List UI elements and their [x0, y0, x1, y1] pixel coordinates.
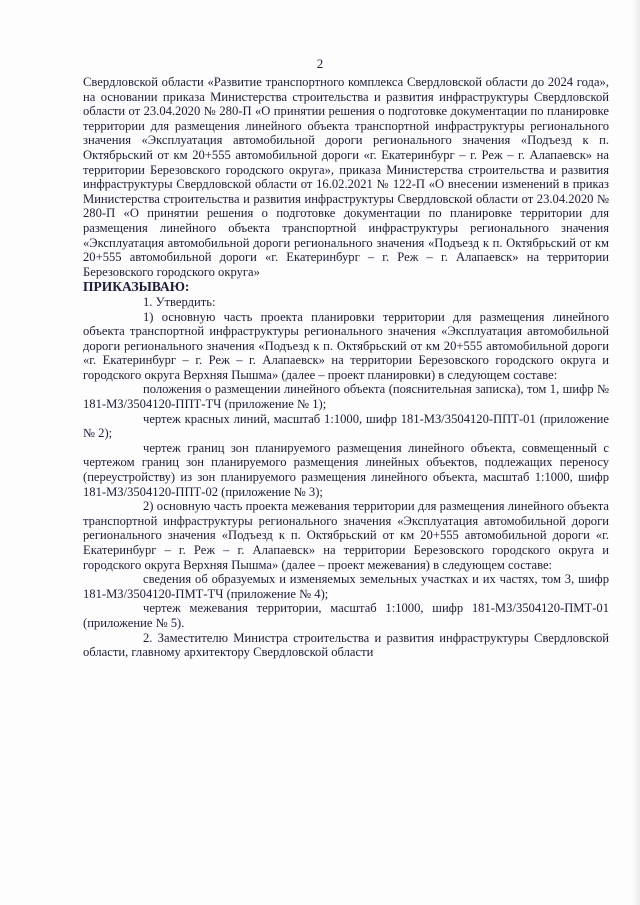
paragraph-item-1-1: 1) основную часть проекта планировки территории для размещения линейного объекта транспортной инфраструктуры регионального значения «Эксплуатация автомобильной дороги регионального значения «Подъезд к п. Октябрьский от км 20+555 автомобильной дороги «г. Екатеринбург – г. Реж – г. Алапаевск» на территории Березовского городского округа и городского округа Верхняя Пышма» (далее – проект планировки) в следующем составе:: [83, 309, 609, 382]
paragraph-item-2: 2. Заместителю Министра строительства и развития инфраструктуры Свердловской области, главному архитектору Свердловской области: [83, 630, 609, 660]
paragraph-list-zone-borders: чертеж границ зон планируемого размещения линейного объекта, совмещенный с чертежом границ зон планируемого размещения линейных объектов, подлежащих переносу (переустройству) из зон планируемого размещения линейного объекта, масштаб 1:1000, шифр 181-МЗ/3504120-ППТ-02 (приложение № 3);: [83, 440, 609, 499]
scan-edge-shadow: [632, 0, 640, 905]
order-heading: ПРИКАЗЫВАЮ:: [83, 279, 190, 295]
paragraph-list-explanatory-note: положения о размещении линейного объекта (пояснительная записка), том 1, шифр № 181-МЗ/3504120-ППТ-ТЧ (приложение № 1);: [83, 382, 609, 412]
paragraph-item-1: 1. Утвердить:: [143, 294, 216, 309]
paragraph-preamble: Свердловской области «Развитие транспортного комплекса Свердловской области до 2024 года», на основании приказа Министерства строительства и развития инфраструктуры Свердловской области от 23.04.2020 № 280-П «О принятии решения о подготовке документации по планировке территории для размещения линейного объекта транспортной инфраструктуры регионального значения «Эксплуатация автомобильной дороги регионального значения «Подъезд к п. Октябрьский от км 20+555 автомобильной дороги «г. Екатеринбург – г. Реж – г. Алапаевск» на территории Березовского городского округа», приказа Министерства строительства и развития инфраструктуры Свердловской области от 16.02.2021 № 122-П «О внесении изменений в приказ Министерства строительства и развития инфраструктуры Свердловской области от 23.04.2020 № 280-П «О принятии решения о подготовке документации по планировке территории для размещения линейного объекта транспортной инфраструктуры регионального значения «Эксплуатация автомобильной дороги регионального значения «Подъезд к п. Октябрьский от км 20+555 автомобильной дороги «г. Екатеринбург – г. Реж – г. Алапаевск» на территории Березовского городского округа»: [83, 75, 609, 279]
paragraph-item-1-2: 2) основную часть проекта межевания территории для размещения линейного объекта транспортной инфраструктуры регионального значения «Эксплуатация автомобильной дороги регионального значения «Подъезд к п. Октябрьский от км 20+555 автомобильной дороги «г. Екатеринбург – г. Реж – г. Алапаевск» на территории Березовского городского округа и городского округа Верхняя Пышма» (далее – проект межевания) в следующем составе:: [83, 499, 609, 572]
document-body: [83, 75, 609, 660]
page-number: 2: [316, 56, 324, 71]
paragraph-list-land-plots: сведения об образуемых и изменяемых земельных участках и их частях, том 3, шифр 181-МЗ/3504120-ПМТ-ТЧ (приложение № 4);: [83, 572, 609, 601]
paragraph-list-red-lines: чертеж красных линий, масштаб 1:1000, шифр 181-МЗ/3504120-ППТ-01 (приложение № 2);: [83, 411, 609, 441]
paragraph-list-survey-drawing: чертеж межевания территории, масштаб 1:1000, шифр 181-МЗ/3504120-ПМТ-01 (приложение № 5).: [83, 601, 609, 630]
